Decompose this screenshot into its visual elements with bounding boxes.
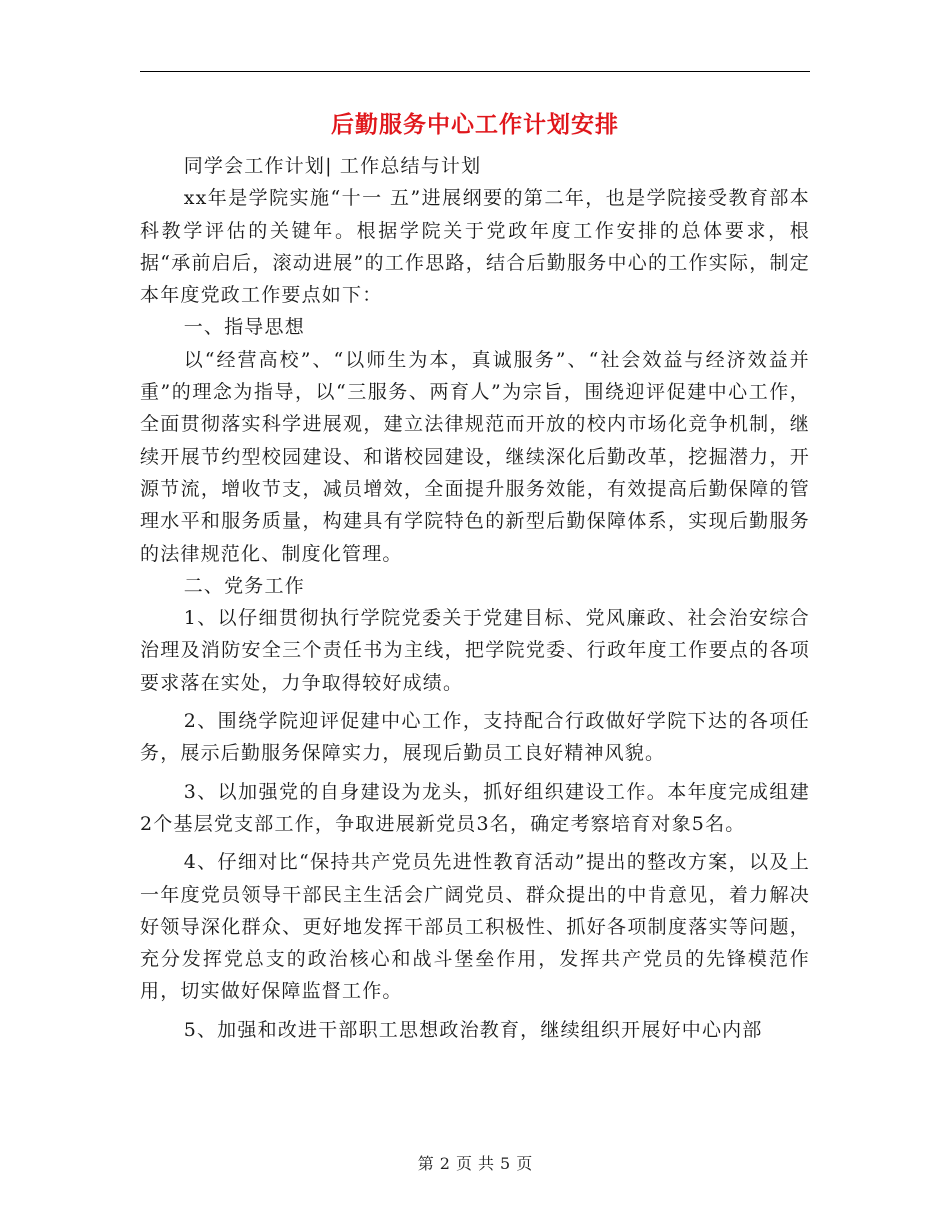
page-label-mid: 页 — [455, 1154, 472, 1173]
section-heading-guiding-thought: 一、指导思想 — [183, 316, 305, 339]
document-body — [140, 150, 810, 1046]
section-heading-party-work: 二、党务工作 — [183, 574, 305, 597]
paragraph-item-5: 5、加强和改进干部职工思想政治教育，继续组织开展好中心内部 — [183, 1018, 763, 1041]
paragraph-item-1: 1、以仔细贯彻执行学院党委关于党建目标、党风廉政、社会治安综合治理及消防安全三个责任书为主线，把学院党委、行政年度工作要点的各项要求落在实处，力争取得较好成绩。 — [140, 607, 810, 694]
current-page-number: 2 — [439, 1154, 450, 1173]
paragraph-item-2: 2、围绕学院迎评促建中心工作，支持配合行政做好学院下达的各项任务，展示后勤服务保障实力，展现后勤员工良好精神风貌。 — [140, 710, 810, 765]
page-label-suffix: 页 — [516, 1154, 533, 1173]
total-pages-number: 5 — [500, 1154, 511, 1173]
document-title: 后勤服务中心工作计划安排 — [331, 112, 619, 138]
paragraph-intro: xx年是学院实施“十一 五”进展纲要的第二年，也是学院接受教育部本科教学评估的关键年。根据学院关于党政年度工作安排的总体要求，根据“承前启后，滚动进展”的工作思路，结合后勤服务中心的工作实际，制定本年度党政工作要点如下： — [140, 187, 810, 307]
paragraph-item-4: 4、仔细对比“保持共产党员先进性教育活动”提出的整改方案，以及上一年度党员领导干部民主生活会广阔党员、群众提出的中肯意见，着力解决好领导深化群众、更好地发挥干部员工积极性、抓好各项制度落实等问题，充分发挥党总支的政治核心和战斗堡垒作用，发挥共产党员的先锋模范作用，切实做好保障监督工作。 — [140, 851, 810, 1003]
page-footer — [0, 1152, 950, 1176]
paragraph-guiding-thought: 以“经营高校”、“以师生为本，真诚服务”、“社会效益与经济效益并重”的理念为指导，以“三服务、两育人”为宗旨，围绕迎评促建中心工作，全面贯彻落实科学进展观，建立法律规范而开放的校内市场化竞争机制，继续开展节约型校园建设、和谐校园建设，继续深化后勤改革，挖掘潜力，开源节流，增收节支，减员增效，全面提升服务效能，有效提高后勤保障的管理水平和服务质量，构建具有学院特色的新型后勤保障体系，实现后勤服务的法律规范化、制度化管理。 — [140, 348, 810, 565]
paragraph-item-3: 3、以加强党的自身建设为龙头，抓好组织建设工作。本年度完成组建2个基层党支部工作，争取进展新党员3名，确定考察培育对象5名。 — [140, 780, 810, 835]
paragraph-source-line: 同学会工作计划| 工作总结与计划 — [183, 155, 482, 177]
total-label: 共 — [478, 1154, 495, 1173]
header-rule — [140, 71, 810, 72]
page-label-prefix: 第 — [417, 1154, 434, 1173]
